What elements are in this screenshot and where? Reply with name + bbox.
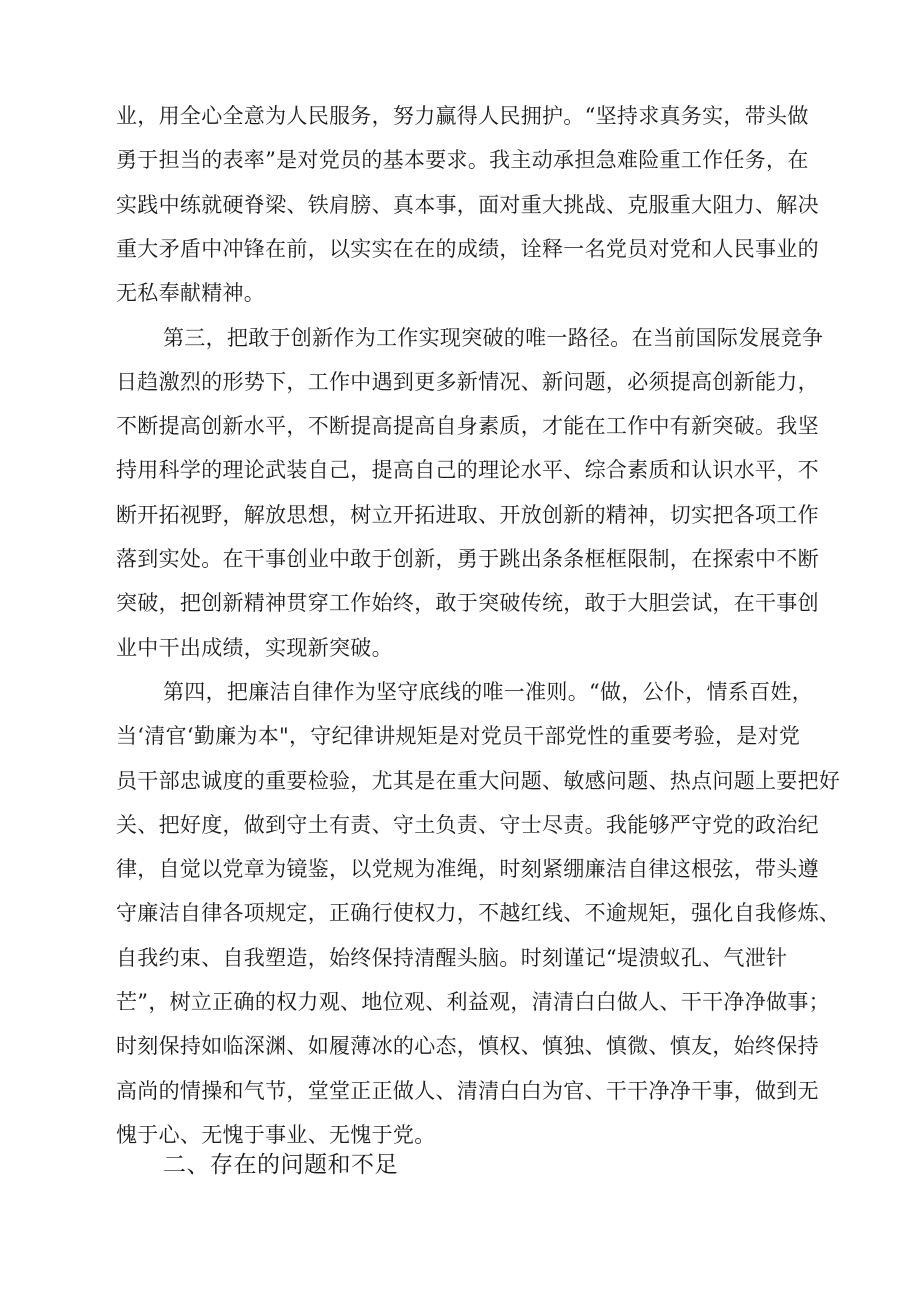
text-line: 业中干出成绩，实现新突破。 <box>116 636 393 660</box>
paragraph-start: 第四，把廉洁自律作为坚守底线的唯一准则。“做，公仆，情系百姓， <box>163 680 814 704</box>
text-line: 无私奉献精神。 <box>116 281 266 305</box>
text-line: 勇于担当的表率”是对党员的基本要求。我主动承担急难险重工作任务，在 <box>116 148 809 172</box>
text-line: 自我约束、自我塑造，始终保持清醒头脑。时刻谨记“堤溃蚁孔、气泄针 <box>116 946 788 970</box>
text-line: 重大矛盾中冲锋在前，以实实在在的成绩，诠释一名党员对党和人民事业的 <box>116 237 819 261</box>
text-line: 实践中练就硬脊梁、铁肩膀、真本事，面对重大挑战、克服重大阻力、解决 <box>116 193 819 217</box>
section-heading: 二、存在的问题和不足 <box>163 1152 398 1178</box>
text-line: 愧于心、无愧于事业、无愧于党。 <box>116 1123 436 1147</box>
text-line: 员干部忠诚度的重要检验，尤其是在重大问题、敏感问题、热点问题上要把好 <box>116 769 841 793</box>
text-line: 断开拓视野，解放思想，树立开拓进取、开放创新的精神，切实把各项工作 <box>116 503 819 527</box>
text-line: 守廉洁自律各项规定，正确行使权力，不越红线、不逾规矩，强化自我修炼、 <box>116 901 841 925</box>
text-line: 日趋激烈的形势下，工作中遇到更多新情况、新问题，必须提高创新能力， <box>116 370 819 394</box>
text-line: 不断提高创新水平，不断提高提高自身素质，才能在工作中有新突破。我坚 <box>116 414 819 438</box>
paragraph-start: 第三，把敢于创新作为工作实现突破的唯一路径。在当前国际发展竞争 <box>163 326 824 350</box>
text-line: 当‘清官‘勤廉为本"，守纪律讲规矩是对党员干部党性的重要考验，是对党 <box>116 724 801 748</box>
text-line: 持用科学的理论武装自己，提高自己的理论水平、综合素质和认识水平，不 <box>116 458 819 482</box>
text-line: 芒”，树立正确的权力观、地位观、利益观，清清白白做人、干干净净做事； <box>116 990 830 1014</box>
text-line: 高尚的情操和气节，堂堂正正做人、清清白白为官、干干净净干事，做到无 <box>116 1079 819 1103</box>
text-line: 落到实处。在干事创业中敢于创新，勇于跳出条条框框限制，在探索中不断 <box>116 547 819 571</box>
text-line: 突破，把创新精神贯穿工作始终，敢于突破传统，敢于大胆尝试，在干事创 <box>116 591 819 615</box>
text-line: 时刻保持如临深渊、如履薄冰的心态，慎权、慎独、慎微、慎友，始终保持 <box>116 1034 819 1058</box>
text-line: 业，用全心全意为人民服务，努力赢得人民拥护。“坚持求真务实，带头做 <box>116 104 809 128</box>
text-line: 律，自觉以党章为镜鉴，以党规为准绳，时刻紧绷廉洁自律这根弦，带头遵 <box>116 857 819 881</box>
text-line: 关、把好度，做到守土有责、守土负责、守士尽责。我能够严守党的政治纪 <box>116 813 819 837</box>
